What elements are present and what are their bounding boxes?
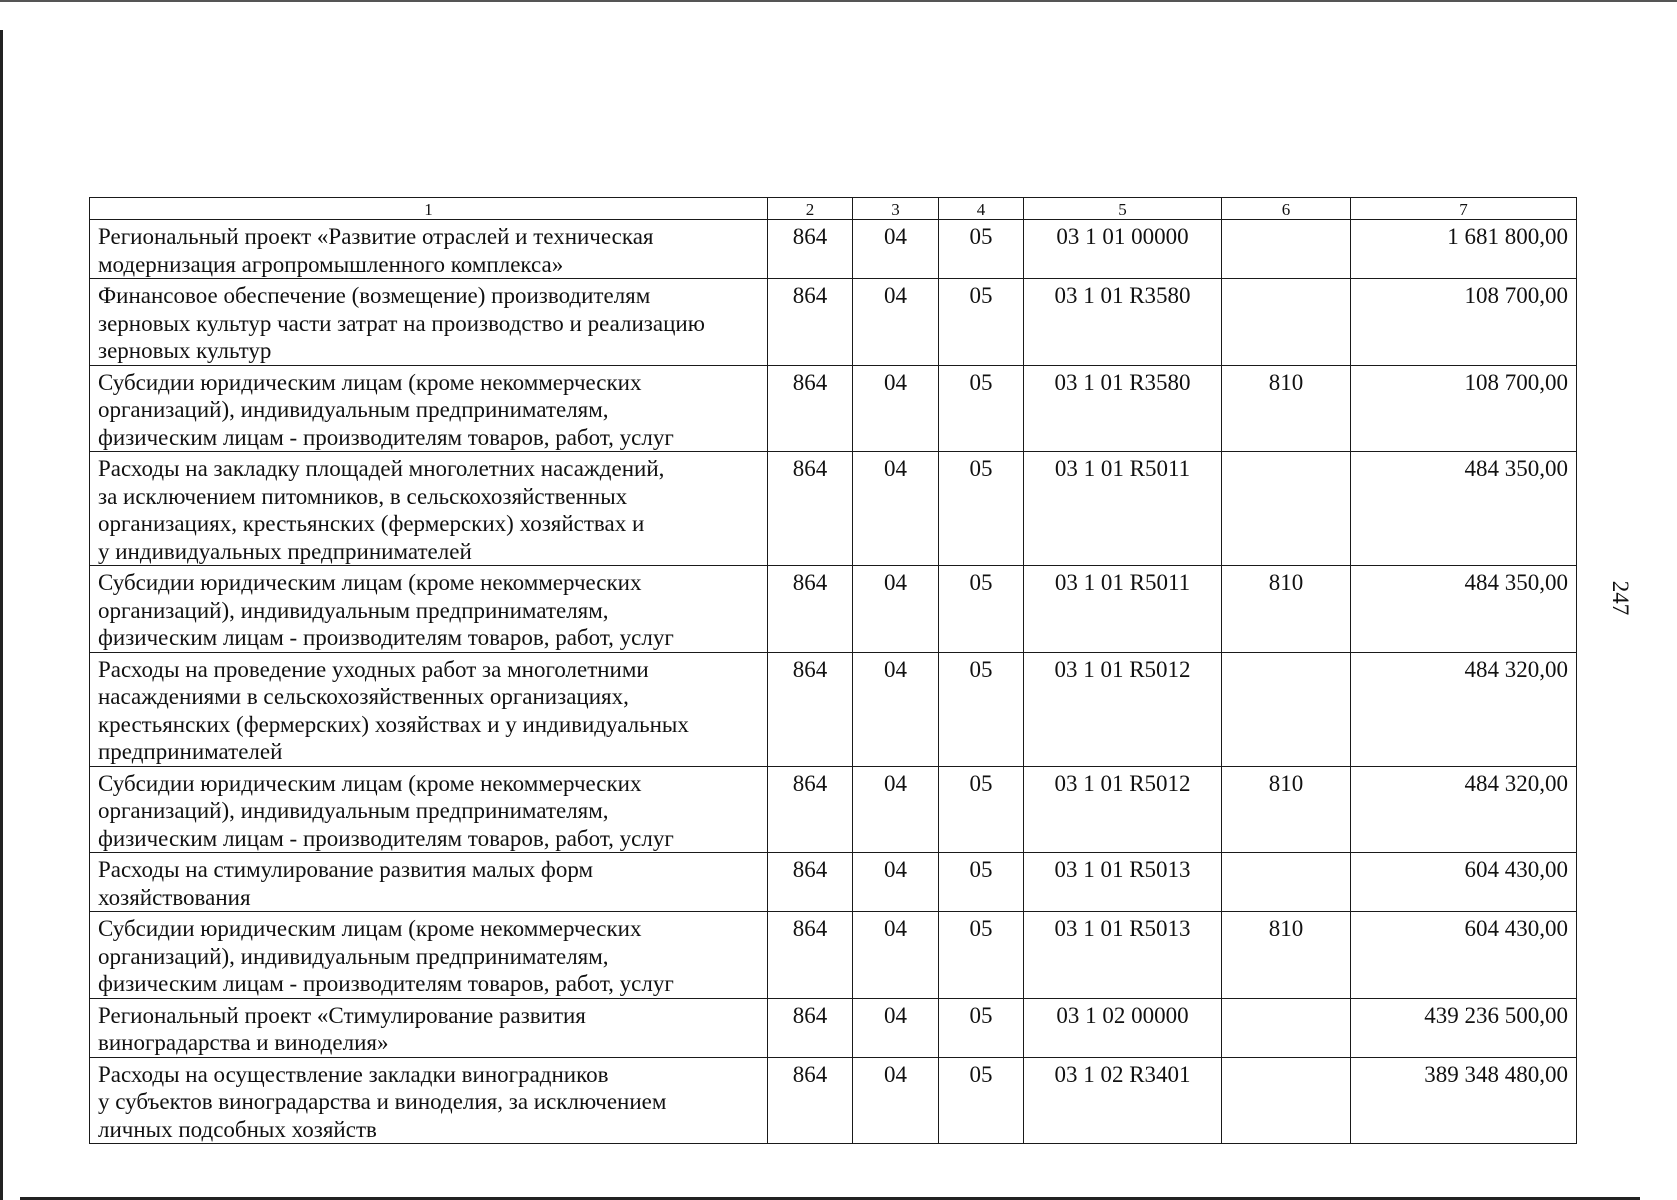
row-target-article: 03 1 01 R5013 [1024,853,1222,912]
row-expense-type [1222,279,1351,366]
row-target-article: 03 1 01 R5011 [1024,566,1222,653]
row-subsection: 05 [939,652,1024,766]
row-grbs: 864 [768,220,853,279]
row-subsection: 05 [939,365,1024,452]
table-row [90,1057,1577,1144]
row-name: Региональный проект «Развитие отраслей и техническая модернизация агропромышленного комплекса» [90,220,768,279]
table-row [90,998,1577,1057]
row-expense-type: 810 [1222,912,1351,999]
row-subsection: 05 [939,912,1024,999]
table-row [90,566,1577,653]
row-subsection: 05 [939,853,1024,912]
row-grbs: 864 [768,652,853,766]
row-amount: 1 681 800,00 [1351,220,1577,279]
table-header [90,198,1577,220]
table-row [90,853,1577,912]
row-section: 04 [853,566,939,653]
row-section: 04 [853,766,939,853]
row-section: 04 [853,279,939,366]
header-row [90,198,1577,220]
row-name: Субсидии юридическим лицам (кроме некоммерческих организаций), индивидуальным предпринимателям, физическим лицам - производителям товаров, работ, услуг [90,766,768,853]
table-row [90,365,1577,452]
row-name: Региональный проект «Стимулирование развития виноградарства и виноделия» [90,998,768,1057]
header-col-7: 7 [1351,198,1577,220]
row-name: Расходы на осуществление закладки виноградников у субъектов виноградарства и виноделия, за исключением личных подсобных хозяйств [90,1057,768,1144]
row-section: 04 [853,220,939,279]
row-section: 04 [853,365,939,452]
row-amount: 439 236 500,00 [1351,998,1577,1057]
row-grbs: 864 [768,998,853,1057]
row-grbs: 864 [768,853,853,912]
row-section: 04 [853,1057,939,1144]
row-expense-type: 810 [1222,566,1351,653]
row-target-article: 03 1 01 00000 [1024,220,1222,279]
row-target-article: 03 1 02 00000 [1024,998,1222,1057]
row-expense-type [1222,1057,1351,1144]
row-name: Расходы на закладку площадей многолетних насаждений, за исключением питомников, в сельскохозяйственных организациях, крестьянских (фермерских) хозяйствах и у индивидуальных предпринимателей [90,452,768,566]
row-section: 04 [853,998,939,1057]
row-target-article: 03 1 01 R3580 [1024,279,1222,366]
row-amount: 484 320,00 [1351,766,1577,853]
row-amount: 484 350,00 [1351,566,1577,653]
table-row [90,452,1577,566]
row-name: Расходы на проведение уходных работ за многолетними насаждениями в сельскохозяйственных организациях, крестьянских (фермерских) хозяйствах и у индивидуальных предпринимателей [90,652,768,766]
row-expense-type [1222,220,1351,279]
row-subsection: 05 [939,279,1024,366]
row-name: Субсидии юридическим лицам (кроме некоммерческих организаций), индивидуальным предпринимателям, физическим лицам - производителям товаров, работ, услуг [90,566,768,653]
budget-table [89,197,1577,1144]
row-subsection: 05 [939,766,1024,853]
row-amount: 484 350,00 [1351,452,1577,566]
row-name: Расходы на стимулирование развития малых форм хозяйствования [90,853,768,912]
table-row [90,912,1577,999]
row-subsection: 05 [939,452,1024,566]
row-section: 04 [853,452,939,566]
header-col-4: 4 [939,198,1024,220]
row-target-article: 03 1 01 R3580 [1024,365,1222,452]
row-amount: 389 348 480,00 [1351,1057,1577,1144]
row-expense-type [1222,853,1351,912]
row-name: Финансовое обеспечение (возмещение) производителям зерновых культур части затрат на производство и реализацию зерновых культур [90,279,768,366]
row-grbs: 864 [768,1057,853,1144]
row-subsection: 05 [939,1057,1024,1144]
row-target-article: 03 1 01 R5012 [1024,766,1222,853]
table-row [90,279,1577,366]
row-expense-type [1222,452,1351,566]
page-number: 247 [1608,580,1633,616]
scan-edge-top [0,0,1677,2]
row-grbs: 864 [768,566,853,653]
row-expense-type: 810 [1222,365,1351,452]
row-subsection: 05 [939,566,1024,653]
row-name: Субсидии юридическим лицам (кроме некоммерческих организаций), индивидуальным предпринимателям, физическим лицам - производителям товаров, работ, услуг [90,912,768,999]
row-amount: 108 700,00 [1351,279,1577,366]
row-subsection: 05 [939,220,1024,279]
table-body [90,220,1577,1144]
row-expense-type [1222,998,1351,1057]
row-section: 04 [853,912,939,999]
row-subsection: 05 [939,998,1024,1057]
scan-edge-left [0,30,3,1200]
row-target-article: 03 1 02 R3401 [1024,1057,1222,1144]
row-target-article: 03 1 01 R5013 [1024,912,1222,999]
header-col-5: 5 [1024,198,1222,220]
row-grbs: 864 [768,452,853,566]
row-grbs: 864 [768,912,853,999]
header-col-3: 3 [853,198,939,220]
row-expense-type: 810 [1222,766,1351,853]
row-expense-type [1222,652,1351,766]
header-col-6: 6 [1222,198,1351,220]
table-row [90,220,1577,279]
row-target-article: 03 1 01 R5011 [1024,452,1222,566]
row-amount: 108 700,00 [1351,365,1577,452]
header-col-2: 2 [768,198,853,220]
row-amount: 604 430,00 [1351,912,1577,999]
row-grbs: 864 [768,766,853,853]
row-grbs: 864 [768,279,853,366]
header-col-1: 1 [90,198,768,220]
row-amount: 484 320,00 [1351,652,1577,766]
row-target-article: 03 1 01 R5012 [1024,652,1222,766]
row-amount: 604 430,00 [1351,853,1577,912]
row-grbs: 864 [768,365,853,452]
row-section: 04 [853,853,939,912]
row-name: Субсидии юридическим лицам (кроме некоммерческих организаций), индивидуальным предпринимателям, физическим лицам - производителям товаров, работ, услуг [90,365,768,452]
row-section: 04 [853,652,939,766]
table-row [90,652,1577,766]
table-row [90,766,1577,853]
